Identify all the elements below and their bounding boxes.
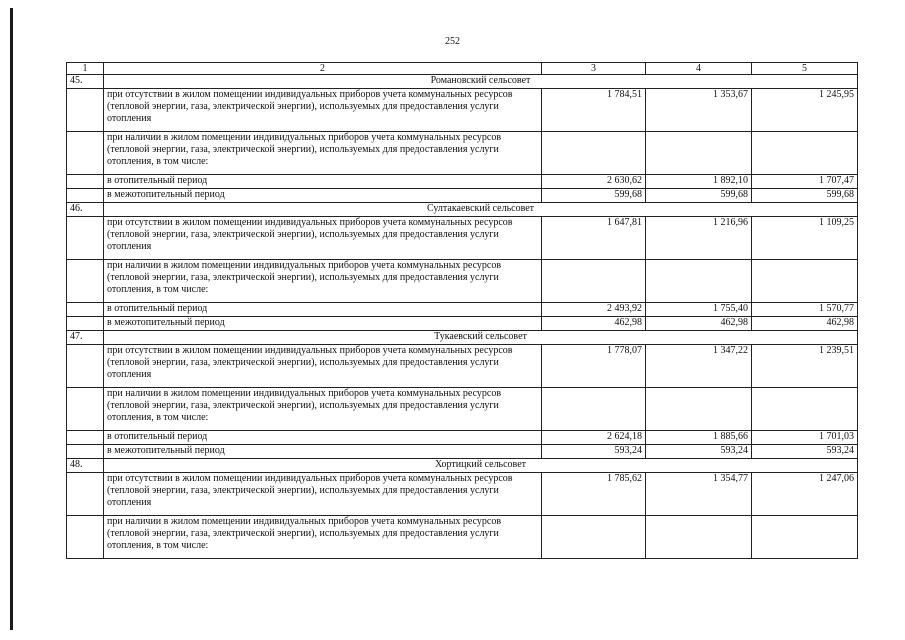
table-row [67, 388, 858, 431]
row-value-col-4 [646, 516, 752, 559]
row-value-col-4: 462,98 [646, 317, 752, 331]
row-value-col-5: 1 247,06 [752, 473, 858, 516]
row-value-col-4 [646, 132, 752, 175]
row-index-cell [67, 175, 104, 189]
row-index-cell [67, 189, 104, 203]
row-index-cell [67, 89, 104, 132]
row-value-col-5 [752, 260, 858, 303]
table-row [67, 175, 858, 189]
row-index-cell [67, 445, 104, 459]
row-description: в отопительный период [104, 175, 542, 189]
row-value-col-3: 1 778,07 [542, 345, 646, 388]
row-value-col-3 [542, 132, 646, 175]
row-description: при наличии в жилом помещении индивидуальных приборов учета коммунальных ресурсов (тепловой энергии, газа, электрической энергии), используемых для предоставления услуги отопления, в том числе: [104, 516, 542, 559]
table-row [67, 345, 858, 388]
row-description: в отопительный период [104, 303, 542, 317]
header-col-1: 1 [67, 63, 104, 75]
row-value-col-5: 1 707,47 [752, 175, 858, 189]
row-value-col-4: 1 892,10 [646, 175, 752, 189]
row-value-col-3: 599,68 [542, 189, 646, 203]
row-index-cell [67, 132, 104, 175]
tariff-table [66, 62, 858, 559]
row-value-col-3: 1 784,51 [542, 89, 646, 132]
table-row [67, 89, 858, 132]
section-row [67, 203, 858, 217]
row-value-col-4: 1 216,96 [646, 217, 752, 260]
row-value-col-3: 462,98 [542, 317, 646, 331]
row-value-col-4: 1 354,77 [646, 473, 752, 516]
row-value-col-5: 1 109,25 [752, 217, 858, 260]
row-value-col-5: 599,68 [752, 189, 858, 203]
row-index-cell [67, 388, 104, 431]
row-value-col-5: 1 701,03 [752, 431, 858, 445]
header-col-3: 3 [542, 63, 646, 75]
table-row [67, 431, 858, 445]
row-value-col-5 [752, 132, 858, 175]
row-value-col-4 [646, 388, 752, 431]
row-value-col-3: 2 630,62 [542, 175, 646, 189]
row-description: в межотопительный период [104, 445, 542, 459]
header-col-5: 5 [752, 63, 858, 75]
row-value-col-5: 1 239,51 [752, 345, 858, 388]
row-index-cell [67, 217, 104, 260]
row-description: при наличии в жилом помещении индивидуальных приборов учета коммунальных ресурсов (тепловой энергии, газа, электрической энергии), используемых для предоставления услуги отопления, в том числе: [104, 132, 542, 175]
row-description: при отсутствии в жилом помещении индивидуальных приборов учета коммунальных ресурсов (тепловой энергии, газа, электрической энергии), используемых для предоставления услуги отопления [104, 217, 542, 260]
row-value-col-4: 599,68 [646, 189, 752, 203]
row-description: при отсутствии в жилом помещении индивидуальных приборов учета коммунальных ресурсов (тепловой энергии, газа, электрической энергии), используемых для предоставления услуги отопления [104, 473, 542, 516]
row-value-col-3 [542, 260, 646, 303]
row-value-col-3 [542, 388, 646, 431]
row-description: в межотопительный период [104, 317, 542, 331]
row-value-col-4: 593,24 [646, 445, 752, 459]
section-index: 48. [67, 459, 104, 473]
row-value-col-5: 462,98 [752, 317, 858, 331]
page-number: 252 [445, 36, 460, 47]
row-value-col-4: 1 885,66 [646, 431, 752, 445]
row-value-col-5: 593,24 [752, 445, 858, 459]
section-index: 46. [67, 203, 104, 217]
section-row [67, 75, 858, 89]
table-row [67, 303, 858, 317]
row-value-col-4: 1 353,67 [646, 89, 752, 132]
tariff-table-body [67, 63, 858, 559]
row-description: в отопительный период [104, 431, 542, 445]
row-value-col-5 [752, 388, 858, 431]
section-title: Романовский сельсовет [104, 75, 858, 89]
row-value-col-3: 593,24 [542, 445, 646, 459]
page-edge-line [10, 8, 13, 630]
row-value-col-3: 2 493,92 [542, 303, 646, 317]
table-row [67, 317, 858, 331]
row-value-col-5 [752, 516, 858, 559]
header-col-4: 4 [646, 63, 752, 75]
row-description: при отсутствии в жилом помещении индивидуальных приборов учета коммунальных ресурсов (тепловой энергии, газа, электрической энергии), используемых для предоставления услуги отопления [104, 345, 542, 388]
row-index-cell [67, 317, 104, 331]
table-row [67, 445, 858, 459]
section-title: Хортицкий сельсовет [104, 459, 858, 473]
row-index-cell [67, 345, 104, 388]
row-description: в межотопительный период [104, 189, 542, 203]
table-row [67, 217, 858, 260]
table-row [67, 189, 858, 203]
row-index-cell [67, 516, 104, 559]
section-row [67, 331, 858, 345]
section-index: 45. [67, 75, 104, 89]
table-row [67, 473, 858, 516]
row-value-col-3: 2 624,18 [542, 431, 646, 445]
row-value-col-3: 1 647,81 [542, 217, 646, 260]
row-value-col-3 [542, 516, 646, 559]
section-index: 47. [67, 331, 104, 345]
row-index-cell [67, 260, 104, 303]
row-index-cell [67, 303, 104, 317]
header-col-2: 2 [104, 63, 542, 75]
section-title: Султакаевский сельсовет [104, 203, 858, 217]
row-value-col-5: 1 245,95 [752, 89, 858, 132]
table-row [67, 132, 858, 175]
row-description: при наличии в жилом помещении индивидуальных приборов учета коммунальных ресурсов (тепловой энергии, газа, электрической энергии), используемых для предоставления услуги отопления, в том числе: [104, 260, 542, 303]
row-value-col-5: 1 570,77 [752, 303, 858, 317]
row-index-cell [67, 431, 104, 445]
row-value-col-4 [646, 260, 752, 303]
header-row [67, 63, 858, 75]
table-row [67, 260, 858, 303]
section-row [67, 459, 858, 473]
row-description: при наличии в жилом помещении индивидуальных приборов учета коммунальных ресурсов (тепловой энергии, газа, электрической энергии), используемых для предоставления услуги отопления, в том числе: [104, 388, 542, 431]
row-value-col-4: 1 755,40 [646, 303, 752, 317]
row-value-col-3: 1 785,62 [542, 473, 646, 516]
row-index-cell [67, 473, 104, 516]
section-title: Тукаевский сельсовет [104, 331, 858, 345]
row-value-col-4: 1 347,22 [646, 345, 752, 388]
row-description: при отсутствии в жилом помещении индивидуальных приборов учета коммунальных ресурсов (тепловой энергии, газа, электрической энергии), используемых для предоставления услуги отопления [104, 89, 542, 132]
table-row [67, 516, 858, 559]
